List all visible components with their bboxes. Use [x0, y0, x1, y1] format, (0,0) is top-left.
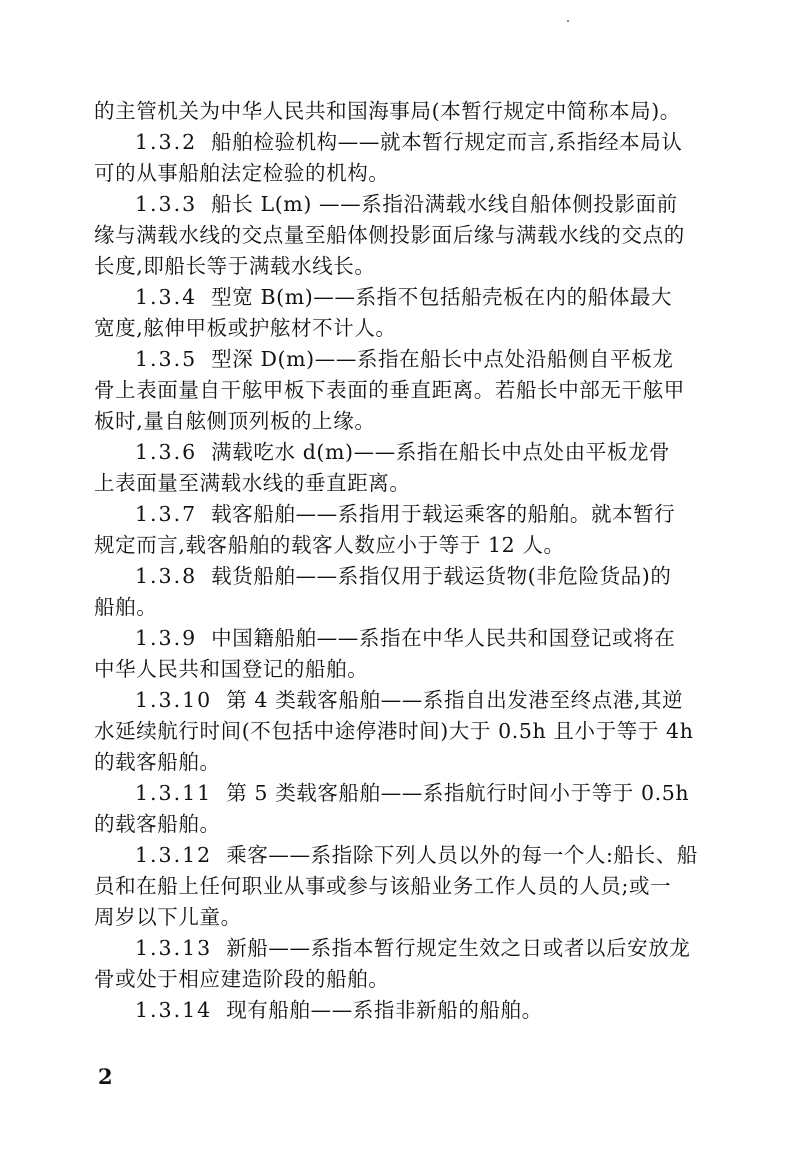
- text-line: [94, 995, 700, 1026]
- line-text: 新船——系指本暂行规定生效之日或者以后安放龙: [226, 936, 691, 960]
- line-text: 骨或处于相应建造阶段的船舶。: [94, 967, 390, 991]
- clause-number: 1.3.6: [135, 440, 198, 464]
- text-line: [94, 468, 700, 499]
- line-text: 员和在船上任何职业从事或参与该船业务工作人员的人员;或一: [94, 874, 672, 898]
- clause-paragraph: [94, 437, 700, 499]
- continuation-paragraph: [94, 96, 700, 127]
- line-text: 型深 D(m)——系指在船长中点处沿船侧自平板龙: [211, 347, 674, 371]
- clause-paragraph: [94, 561, 700, 623]
- line-text: 水延续航行时间(不包括中途停港时间)大于 0.5h 且小于等于 4h: [94, 719, 694, 743]
- line-text: 载货船舶——系指仅用于载运货物(非危险货品)的: [211, 564, 672, 588]
- text-line: [94, 685, 700, 716]
- line-text: 第 5 类载客船舶——系指航行时间小于等于 0.5h: [226, 781, 690, 805]
- line-text: 的主管机关为中华人民共和国海事局(本暂行规定中简称本局)。: [94, 99, 681, 123]
- line-text: 的载客船舶。: [94, 812, 221, 836]
- clause-number: 1.3.2: [135, 130, 198, 154]
- text-line: [94, 344, 700, 375]
- clause-number: 1.3.4: [135, 285, 198, 309]
- page-number: 2: [98, 1064, 113, 1089]
- line-text: 宽度,舷伸甲板或护舷材不计人。: [94, 316, 397, 340]
- clause-number: 1.3.8: [135, 564, 198, 588]
- line-text: 船长 L(m) ——系指沿满载水线自船体侧投影面前: [211, 192, 678, 216]
- line-text: 的载客船舶。: [94, 750, 221, 774]
- line-text: 上表面量至满载水线的垂直距离。: [94, 471, 411, 495]
- text-line: [94, 406, 700, 437]
- text-line: [94, 561, 700, 592]
- text-line: [94, 716, 700, 747]
- text-line: [94, 189, 700, 220]
- text-line: [94, 375, 700, 406]
- text-line: [94, 499, 700, 530]
- line-text: 型宽 B(m)——系指不包括船壳板在内的船体最大: [211, 285, 673, 309]
- text-line: [94, 871, 700, 902]
- text-line: [94, 778, 700, 809]
- clause-paragraph: [94, 344, 700, 437]
- line-text: 骨上表面量自干舷甲板下表面的垂直距离。若船长中部无干舷甲: [94, 378, 685, 402]
- clause-paragraph: [94, 995, 700, 1026]
- clause-number: 1.3.14: [135, 998, 213, 1022]
- clause-number: 1.3.10: [135, 688, 213, 712]
- line-text: 满载吃水 d(m)——系指在船长中点处由平板龙骨: [211, 440, 671, 464]
- text-line: [94, 623, 700, 654]
- text-line: [94, 282, 700, 313]
- text-line: [94, 251, 700, 282]
- line-text: 载客船舶——系指用于载运乘客的船舶。就本暂行: [211, 502, 676, 526]
- line-text: 规定而言,载客船舶的载客人数应小于等于 12 人。: [94, 533, 565, 557]
- clause-number: 1.3.7: [135, 502, 198, 526]
- text-line: [94, 437, 700, 468]
- line-text: 船舶。: [94, 595, 158, 619]
- clause-paragraph: [94, 623, 700, 685]
- text-line: [94, 592, 700, 623]
- text-line: [94, 964, 700, 995]
- text-line: [94, 747, 700, 778]
- clause-paragraph: [94, 933, 700, 995]
- line-text: 船舶检验机构——就本暂行规定而言,系指经本局认: [211, 130, 683, 154]
- line-text: 周岁以下儿童。: [94, 905, 242, 929]
- text-line: [94, 933, 700, 964]
- line-text: 第 4 类载客船舶——系指自出发港至终点港,其逆: [226, 688, 684, 712]
- line-text: 乘客——系指除下列人员以外的每一个人:船长、船: [226, 843, 698, 867]
- line-text: 长度,即船长等于满载水线长。: [94, 254, 376, 278]
- clause-number: 1.3.13: [135, 936, 213, 960]
- clause-number: 1.3.12: [135, 843, 213, 867]
- body-text: [94, 96, 700, 1026]
- line-text: 现有船舶——系指非新船的船舶。: [226, 998, 543, 1022]
- clause-paragraph: [94, 499, 700, 561]
- clause-number: 1.3.5: [135, 347, 198, 371]
- text-line: [94, 902, 700, 933]
- clause-paragraph: [94, 840, 700, 933]
- scan-mark: [567, 20, 569, 22]
- clause-number: 1.3.3: [135, 192, 198, 216]
- clause-paragraph: [94, 282, 700, 344]
- text-line: [94, 840, 700, 871]
- text-line: [94, 654, 700, 685]
- clause-number: 1.3.11: [135, 781, 213, 805]
- text-line: [94, 127, 700, 158]
- text-line: [94, 96, 700, 127]
- text-line: [94, 220, 700, 251]
- clause-paragraph: [94, 778, 700, 840]
- line-text: 缘与满载水线的交点量至船体侧投影面后缘与满载水线的交点的: [94, 223, 685, 247]
- line-text: 可的从事船舶法定检验的机构。: [94, 161, 390, 185]
- line-text: 中国籍船舶——系指在中华人民共和国登记或将在: [211, 626, 676, 650]
- clause-paragraph: [94, 127, 700, 189]
- clause-paragraph: [94, 685, 700, 778]
- line-text: 板时,量自舷侧顶列板的上缘。: [94, 409, 376, 433]
- text-line: [94, 530, 700, 561]
- line-text: 中华人民共和国登记的船舶。: [94, 657, 369, 681]
- clause-paragraph: [94, 189, 700, 282]
- clause-number: 1.3.9: [135, 626, 198, 650]
- text-line: [94, 809, 700, 840]
- text-line: [94, 158, 700, 189]
- text-line: [94, 313, 700, 344]
